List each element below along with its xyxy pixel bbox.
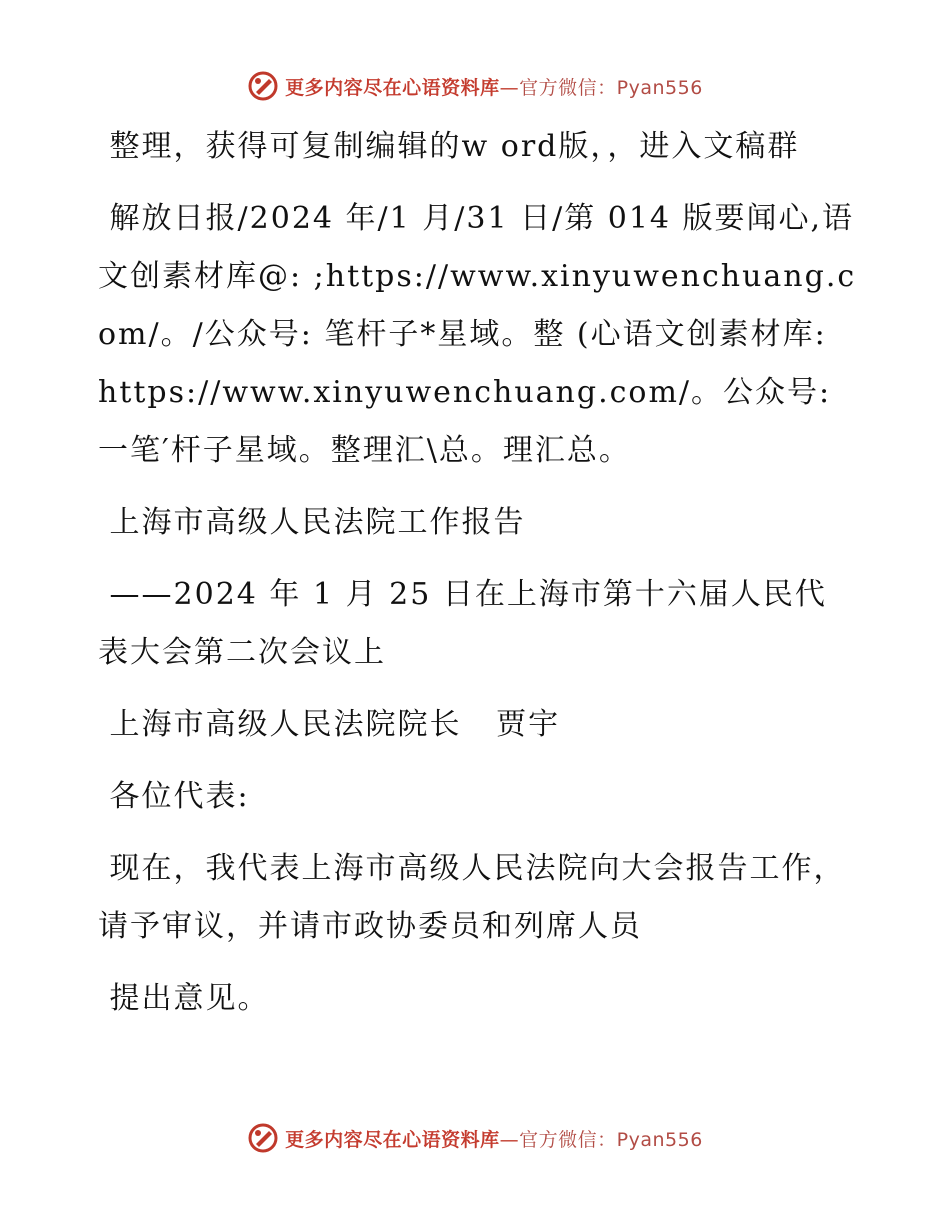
banner-title: 更多内容尽在心语资料库 [285, 1128, 500, 1151]
banner-dash: — [499, 1128, 520, 1151]
paragraph-opening: 现在，我代表上海市高级人民法院向大会报告工作，请予审议，并请市政协委员和列席人员 [98, 851, 846, 944]
report-subtitle: ——2024 年 1 月 25 日在上海市第十六届人民代表大会第二次会议上 [98, 577, 827, 670]
document-body [98, 118, 858, 1042]
banner-wechat: 官方微信：Pyan556 [519, 1128, 703, 1151]
header-watermark-banner [0, 70, 950, 102]
report-title: 上海市高级人民法院工作报告 [98, 505, 526, 540]
report-author: 上海市高级人民法院院长 贾宇 [98, 707, 561, 742]
paragraph-closing: 提出意见。 [98, 981, 270, 1016]
footer-watermark-banner [0, 1122, 950, 1154]
banner-text [285, 73, 703, 100]
brand-logo-icon [247, 1122, 279, 1154]
banner-dash: — [499, 76, 520, 99]
paragraph-source: 解放日报/2024 年/1 月/31 日/第 014 版要闻心,语文创素材库@: ;https://www.xinyuwenchuang.com/。/公众号: 笔杆子*星域。整 (心语文创素材库: https://www.xinyuwenchuang.com/。公众号: 一笔′杆子星域。整理汇\总。理汇总。 [98, 201, 857, 468]
salutation: 各位代表: [98, 779, 250, 814]
paragraph-intro: 整理，获得可复制编辑的w ord版，，进入文稿群 [98, 129, 800, 164]
banner-wechat: 官方微信：Pyan556 [519, 76, 703, 99]
brand-logo-icon [247, 70, 279, 102]
banner-text [285, 1125, 703, 1152]
banner-title: 更多内容尽在心语资料库 [285, 76, 500, 99]
